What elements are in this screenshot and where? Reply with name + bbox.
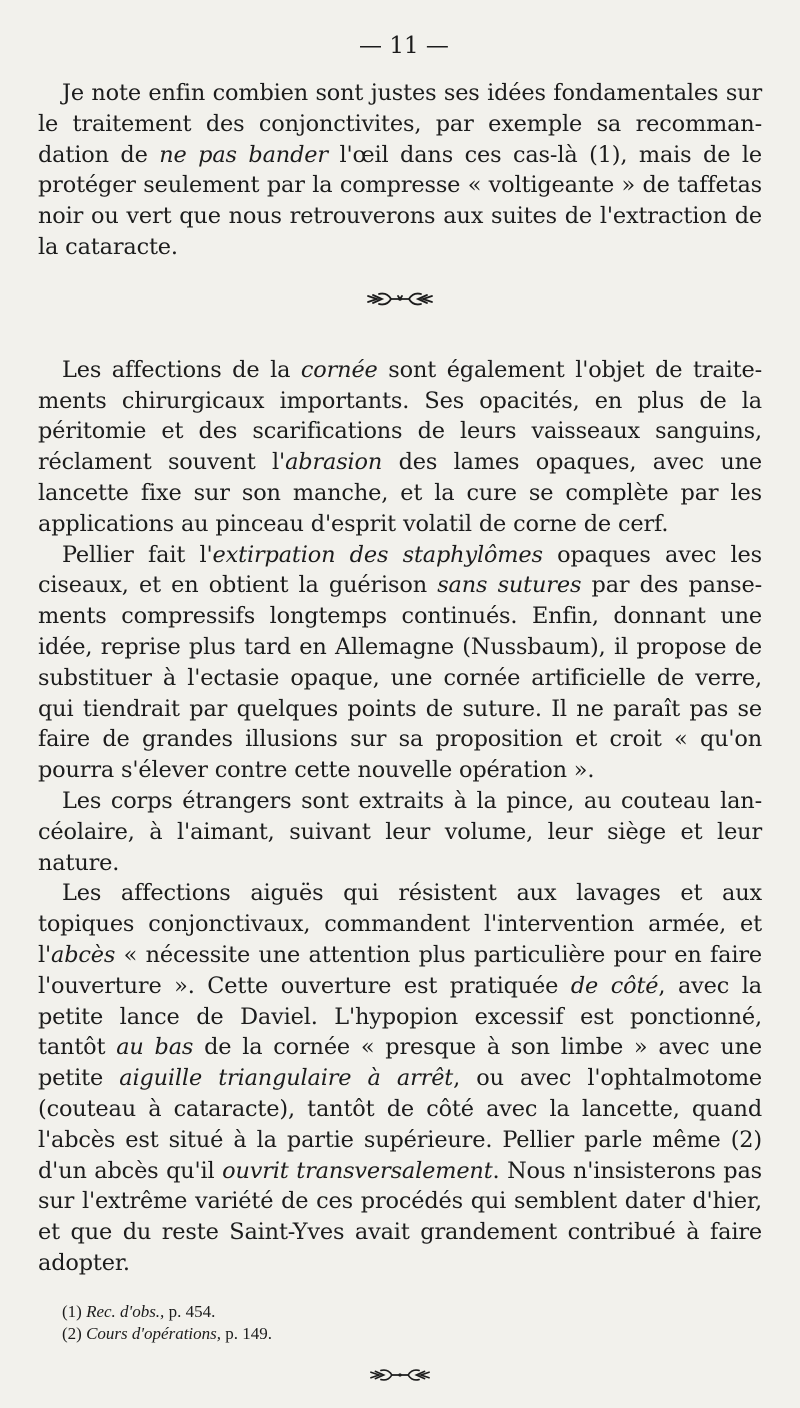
footnote-2 xyxy=(62,1323,762,1345)
footnote-1 xyxy=(62,1301,762,1323)
page-number: — 11 — xyxy=(359,33,449,59)
book-page xyxy=(38,28,762,1395)
footnote-spacer xyxy=(38,1279,762,1301)
footnote-number: (1) xyxy=(62,1301,82,1321)
paragraph-corps-etrangers: Les corps étrangers sont extraits à la pince, au couteau lan-céolaire, à l'aimant, suivant leur volume, leur siège et leur nature. xyxy=(38,787,762,876)
footnote-reference: Rec. d'obs., xyxy=(86,1301,165,1321)
paragraph-conjonctivites: Je note enfin combien sont justes ses idées fondamentales sur le traitement des conjonctivites, par exemple sa recomman-dation de ne pas bander l'œil dans ces cas-là (1), mais de le protéger seulement par la compresse « voltigeante » de taffetas noir ou vert que nous retrouverons aux suites de l'extraction de la cataracte. xyxy=(38,80,762,260)
paragraph-abces: Les affections aiguës qui résistent aux lavages et aux topiques conjonctivaux, commandent l'intervention armée, et l'abcès « nécessite une attention plus particulière pour en faire l'ouverture ». Cette ouverture est pratiquée de côté, avec la petite lance de Daviel. L'hypopion excessif est ponctionné, tantôt au bas de la cornée « presque à son limbe » avec une petite aiguille triangulaire à arrêt, ou avec l'ophtalmotome (couteau à cataracte), tantôt de côté avec la lancette, quand l'abcès est situé à la partie supérieure. Pellier parle même (2) d'un abcès qu'il ouvrit transversalement. Nous n'insisterons pas sur l'extrême variété de ces procédés qui semblent dater d'hier, et que du reste Saint-Yves avait grandement contribué à faire adopter. xyxy=(38,880,763,1276)
paragraph-cornee: Les affections de la cornée sont également l'objet de traite-ments chirurgicaux importants. Ses opacités, en plus de la péritomie et des scarifications de leurs vaisseaux sanguins, réclament souvent l'abrasion des lames opaques, avec une lancette fixe sur son manche, et la cure se complète par les applications au pinceau d'esprit volatil de corne de cerf. xyxy=(38,356,762,537)
footnote-number: (2) xyxy=(62,1323,82,1343)
footnote-page: p. 454. xyxy=(168,1301,216,1321)
footnote-page: p. 149. xyxy=(225,1323,273,1343)
fleuron-ornament-icon xyxy=(38,281,762,317)
footnote-reference: Cours d'opérations, xyxy=(86,1323,222,1343)
bottom-fleuron-ornament-icon xyxy=(38,1365,762,1395)
paragraph-staphylomes: Pellier fait l'extirpation des staphylômes opaques avec les ciseaux, et en obtient la guérison sans sutures par des panse-ments compressifs longtemps continués. Enfin, donnant une idée, reprise plus tard en Allemagne (Nussbaum), il propose de substituer à l'ectasie opaque, une cornée artificielle de verre, qui tiendrait par quelques points de suture. Il ne paraît pas se faire de grandes illusions sur sa proposition et croit « qu'on pourra s'élever contre cette nouvelle opération ». xyxy=(38,541,762,784)
